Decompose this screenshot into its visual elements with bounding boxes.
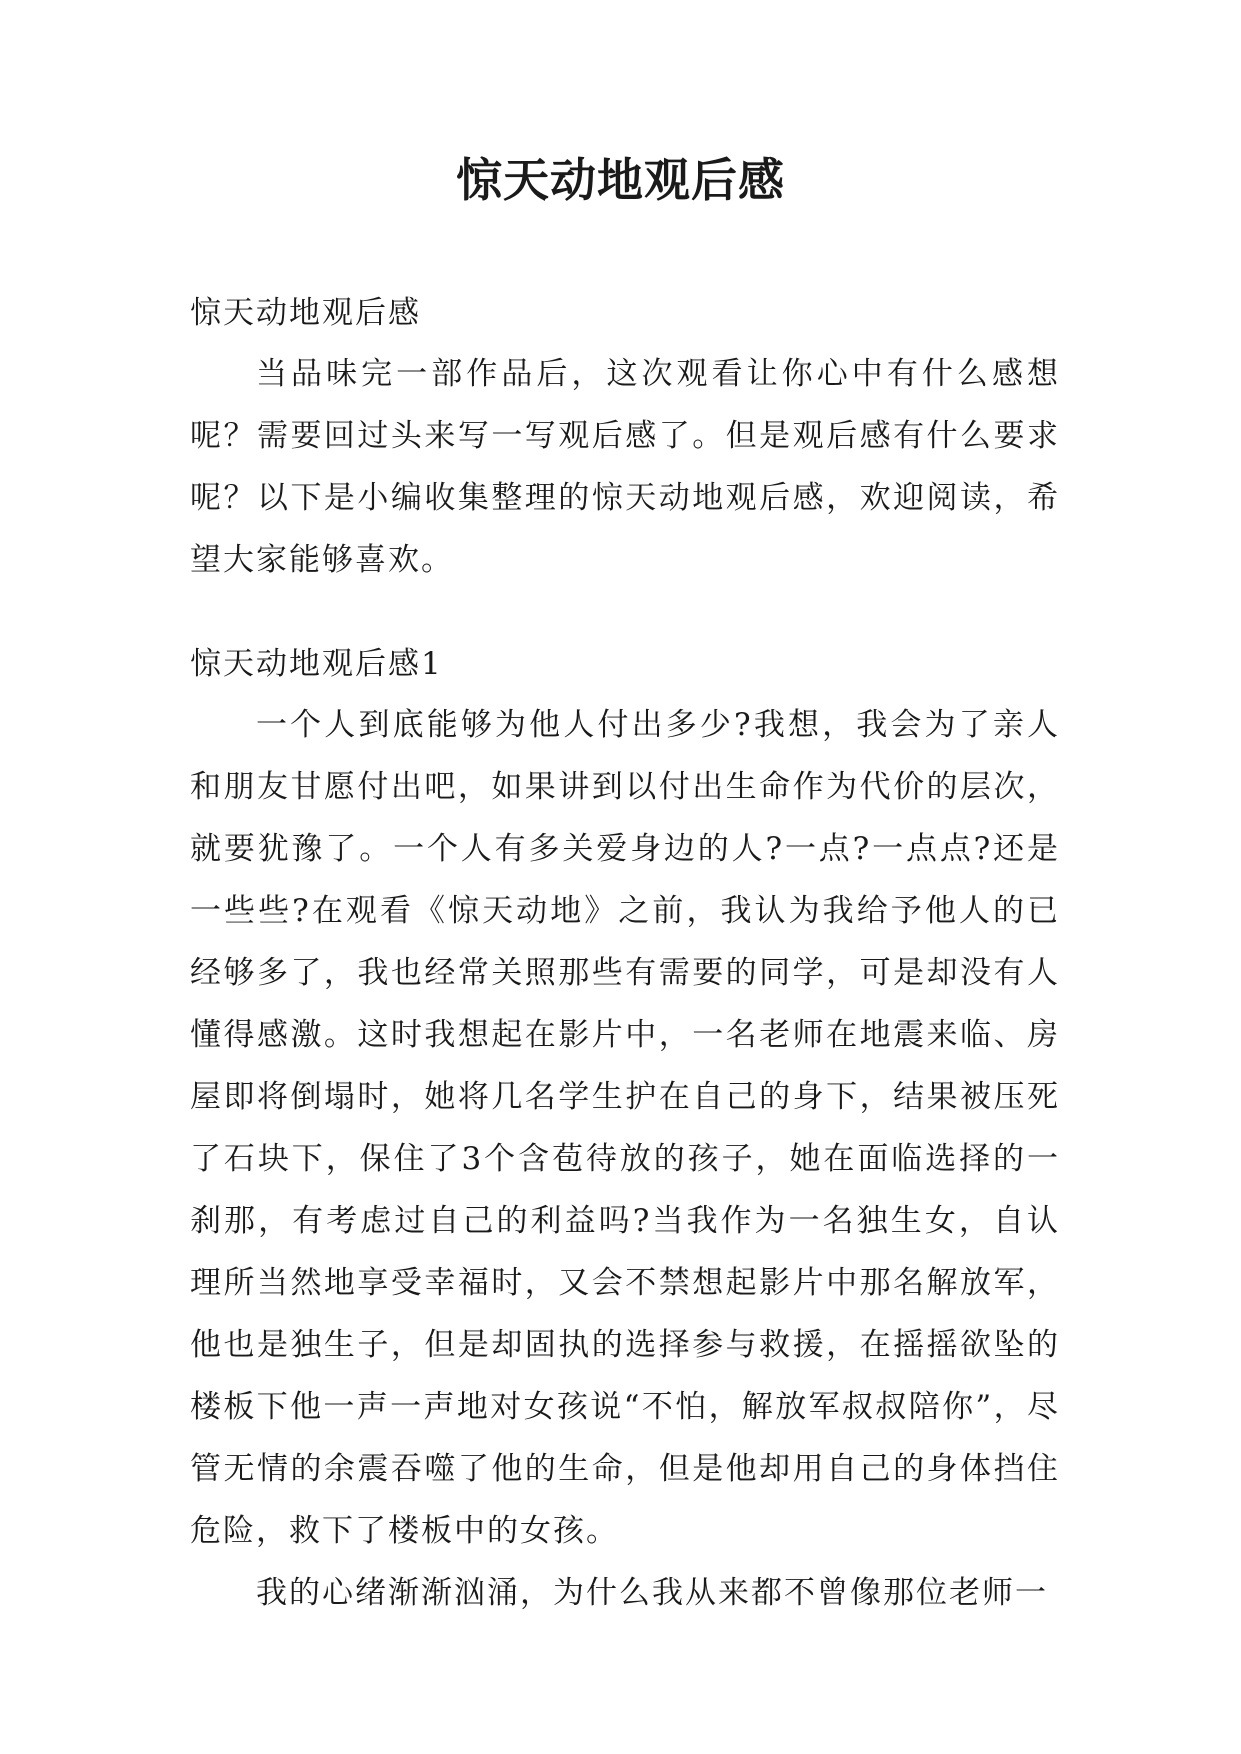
document-title: 惊天动地观后感 <box>456 153 785 207</box>
intro-heading: 惊天动地观后感 <box>190 295 421 331</box>
section1-paragraph-2: 我的心绪渐渐汹涌，为什么我从来都不曾像那位老师一 <box>256 1575 1048 1611</box>
intro-body <box>190 343 1060 591</box>
intro-paragraph: 当品味完一部作品后，这次观看让你心中有什么感想呢？需要回过头来写一写观后感了。但是观后感有什么要求呢？以下是小编收集整理的惊天动地观后感，欢迎阅读，希望大家能够喜欢。 <box>190 356 1060 578</box>
section1-heading: 惊天动地观后感1 <box>190 646 443 682</box>
section1-body <box>190 694 1060 1624</box>
section1-paragraph-1: 一个人到底能够为他人付出多少?我想，我会为了亲人和朋友甘愿付出吧，如果讲到以付出生命作为代价的层次，就要犹豫了。一个人有多关爱身边的人?一点?一点点?还是一些些?在观看《惊天动地》之前，我认为我给予他人的已经够多了，我也经常关照那些有需要的同学，可是却没有人懂得感激。这时我想起在影片中，一名老师在地震来临、房屋即将倒塌时，她将几名学生护在自己的身下，结果被压死了石块下，保住了3个含苞待放的孩子，她在面临选择的一刹那，有考虑过自己的利益吗?当我作为一名独生女，自认理所当然地享受幸福时，又会不禁想起影片中那名解放军，他也是独生子，但是却固执的选择参与救援，在摇摇欲坠的楼板下他一声一声地对女孩说“不怕，解放军叔叔陪你”，尽管无情的余震吞噬了他的生命，但是他却用自己的身体挡住危险，救下了楼板中的女孩。 <box>190 707 1060 1549</box>
